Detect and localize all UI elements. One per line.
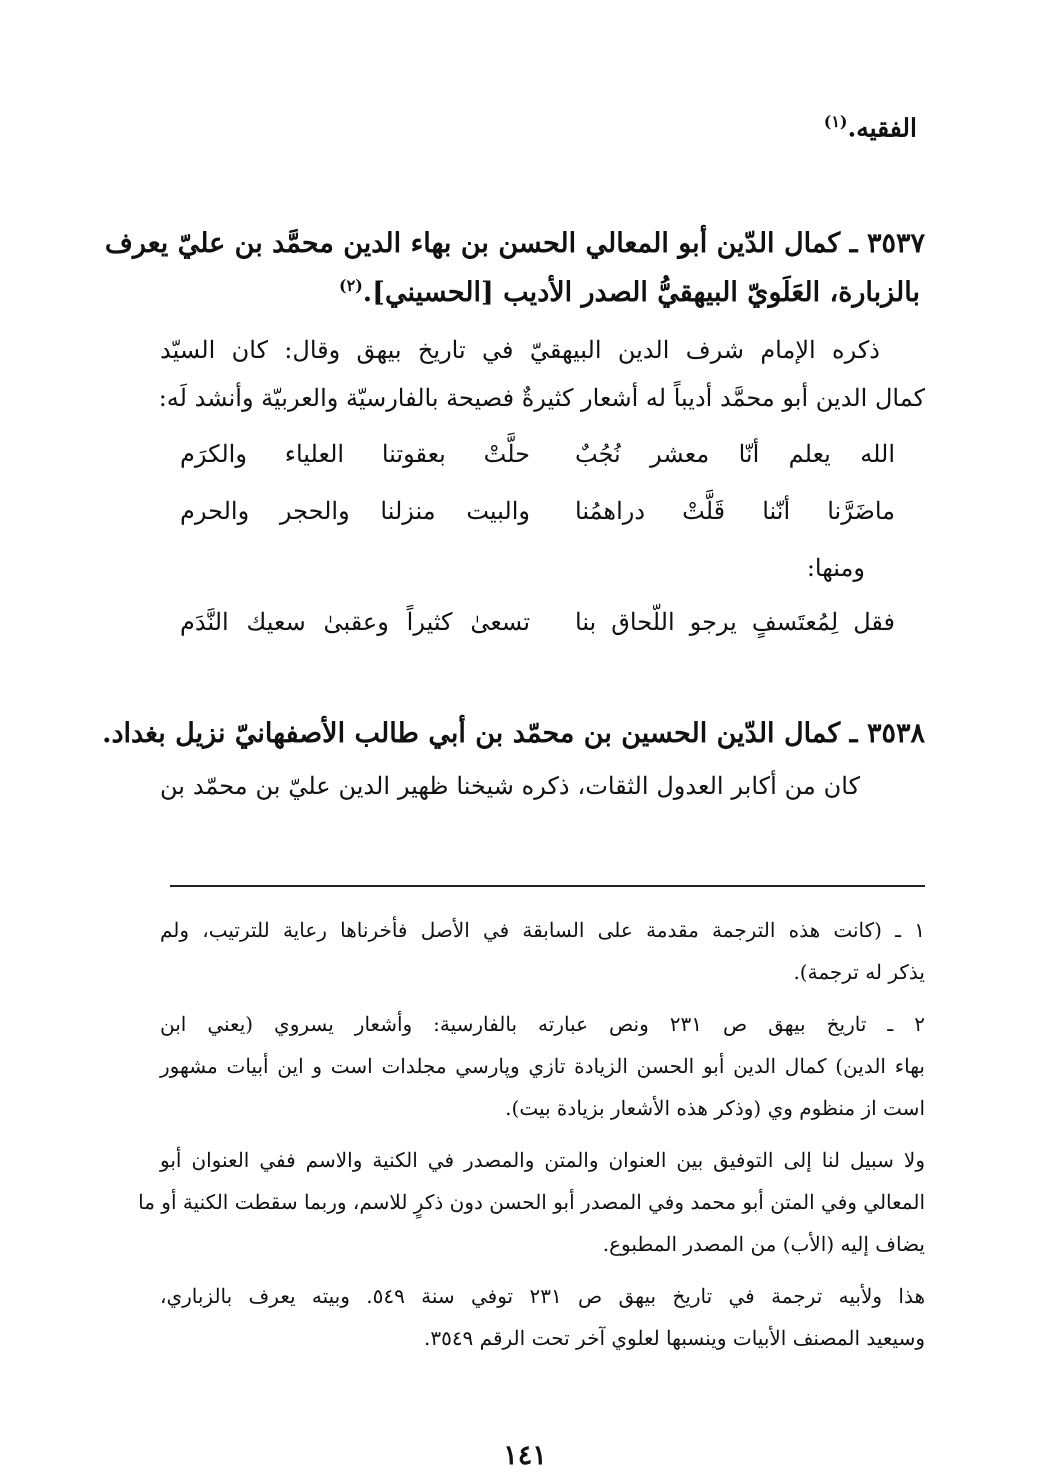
entry-3537-heading-line2 [339,276,920,308]
continued-line [824,112,917,142]
verse-3-first-hemistich: فقل لِمُعتَسفٍ يرجو اللّحاق بنا [575,608,895,636]
verse-1-first-hemistich: الله يعلم أنّا معشر نُجُبٌ [575,440,895,468]
verse-2-first-hemistich: ماضَرَّنا أنّنا قَلَّتْ دراهمُنا [575,497,895,525]
footnote-2-line8: وسيعيد المصنف الأبيات وينسبها لعلوي آخر تحت الرقم ٣٥٤٩. [423,1326,925,1350]
footnote-2-line3: است از منظوم وي (وذكر هذه الأشعار بزيادة بيت). [505,1096,925,1120]
footnote-marker-2: (٢) [339,276,363,295]
footnote-2-line2: بهاء الدين) كمال الدين أبو الحسن الزيادة تازي وپارسي مجلدات است و اين أبيات مشهور [160,1054,925,1078]
footnote-2-line4: ولا سبيل لنا إلى التوفيق بين العنوان والمتن والمصدر في الكنية والاسم ففي العنوان أبو [160,1148,925,1172]
footnote-2-line1: ٢ ـ تاريخ بيهق ص ٢٣١ ونص عبارته بالفارسية: وأشعار يسروي (يعني ابن [160,1012,925,1036]
continued-text: الفقيه. [847,113,917,143]
verse-3-second-hemistich: تسعىٰ كثيراً وعقبىٰ سعيك النَّدَم [180,608,530,636]
entry-3537-heading-line1: ٣٥٣٧ ـ كمال الدّين أبو المعالي الحسن بن بهاء الدين محمَّد بن عليّ يعرف [104,228,925,259]
footnote-2-line6: يضاف إليه (الأب) من المصدر المطبوع. [602,1232,925,1256]
footnote-1-line2: يذكر له ترجمة). [793,960,925,984]
verse-1-second-hemistich: حلَّتْ بعقوتنا العلياء والكرَم [180,440,530,468]
entry-3537-heading-text: بالزبارة، العَلَويّ البيهقيُّ الصدر الأديب [الحسيني]. [362,277,920,308]
footnote-2-line5: المعالي وفي المتن أبو محمد وفي المصدر أبو الحسن دون ذكرٍ للاسم، وربما سقطت الكنية أو ما [138,1190,925,1214]
page-number: ١٤١ [503,1440,547,1471]
entry-3537-body-line2: كمال الدين أبو محمَّد أديباً له أشعار كثيرةٌ فصيحة بالفارسيّة والعربيّة وأنشد لَه: [158,384,925,412]
entry-3537-body-line1: ذكره الإمام شرف الدين البيهقيّ في تاريخ بيهق وقال: كان السيّد [160,336,880,364]
verse-2-second-hemistich: والبيت منزلنا والحجر والحرم [180,497,530,525]
entry-3538-body-line1: كان من أكابر العدول الثقات، ذكره شيخنا ظهير الدين عليّ بن محمّد بن [160,772,860,800]
footnote-1-line1: ١ ـ (كانت هذه الترجمة مقدمة على السابقة في الأصل فأخرناها رعاية للترتيب، ولم [160,918,925,942]
entry-3538-heading: ٣٥٣٨ ـ كمال الدّين الحسين بن محمّد بن أبي طالب الأصفهانيّ نزيل بغداد. [102,718,925,749]
minha-label: ومنها: [806,554,865,582]
footnote-marker-1: (١) [823,112,848,131]
footnote-separator [170,885,925,887]
footnote-2-line7: هذا ولأبيه ترجمة في تاريخ بيهق ص ٢٣١ توفي سنة ٥٤٩. وبيته يعرف بالزباري، [160,1284,925,1308]
